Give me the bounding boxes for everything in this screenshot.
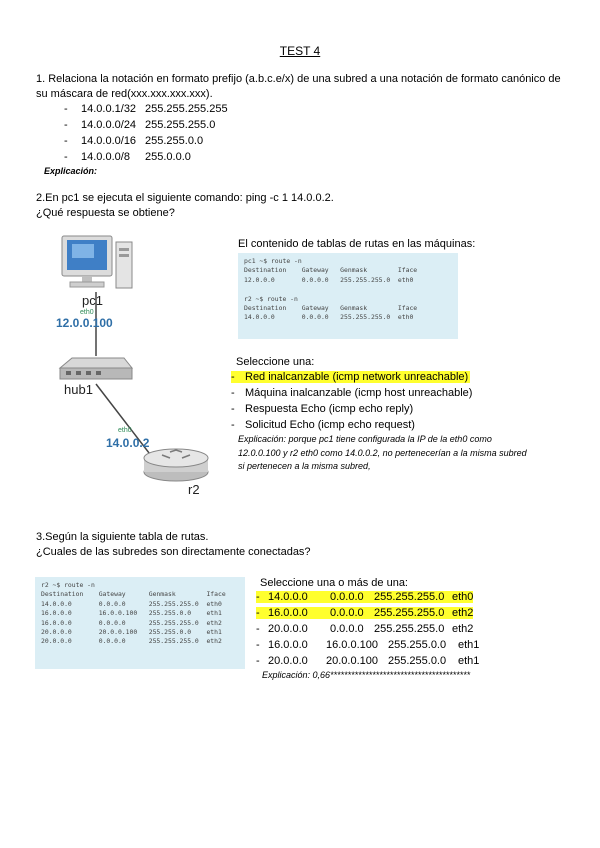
q3-option-selected[interactable]: - 16.0.0.0 0.0.0.0 255.255.255.0 eth2: [256, 607, 474, 619]
router-iface-label: eth0: [118, 427, 132, 434]
q2-explanation-line: 12.0.0.100 y r2 eth0 como 14.0.0.2, no pertenecerían a la misma subred: [238, 448, 527, 458]
question-2-line2: ¿Qué respuesta se obtiene?: [36, 207, 175, 219]
q2-option[interactable]: - Solicitud Echo (icmp echo request): [231, 419, 415, 431]
q1-item: - 14.0.0.0/24 255.255.255.0: [64, 119, 216, 131]
hub-icon: [60, 358, 132, 379]
question-1-text: 1. Relaciona la notación en formato prefijo (a.b.c.e/x) de una subred a una notación de formato canónico de su máscara de red(xxx.xxx.xxx.xxx).: [36, 73, 561, 100]
q3-explanation: Explicación: 0,66****************************************: [262, 670, 471, 680]
pc-icon: [62, 236, 132, 288]
q2-explanation-line: si pertenecen a la misma subred,: [238, 461, 371, 471]
routes-caption: El contenido de tablas de rutas en las máquinas:: [238, 238, 476, 250]
q1-explanation-label: Explicación:: [44, 166, 98, 176]
q1-item: - 14.0.0.0/16 255.255.0.0: [64, 135, 204, 147]
q3-option[interactable]: - 20.0.0.0 0.0.0.0 255.255.255.0 eth2: [256, 623, 474, 635]
question-3-line2: ¿Cuales de las subredes son directamente conectadas?: [36, 546, 311, 558]
q3-option[interactable]: - 20.0.0.0 20.0.0.100 255.255.0.0 eth1: [256, 655, 480, 667]
pc-name-label: pc1: [82, 293, 103, 308]
router-ip-label: 14.0.0.2: [106, 436, 150, 450]
q2-explanation-line: Explicación: porque pc1 tiene configurada la IP de la eth0 como: [238, 434, 492, 444]
hub-name-label: hub1: [64, 382, 93, 397]
router-name-label: r2: [188, 482, 200, 497]
q3-select-label: Seleccione una o más de una:: [260, 577, 408, 589]
pc-iface-label: eth0: [80, 309, 94, 316]
network-diagram: [36, 226, 236, 501]
q3-option[interactable]: - 16.0.0.0 16.0.0.100 255.255.0.0 eth1: [256, 639, 480, 651]
router-icon: [144, 449, 208, 481]
page-title: TEST 4: [279, 44, 321, 58]
pc-ip-label: 12.0.0.100: [56, 316, 113, 330]
q2-route-tables: pc1 ~$ route -n Destination Gateway Genmask Iface 12.0.0.0 0.0.0.0 255.255.255.0 eth0 r2 ~$ route -n Destination Gateway Genmask Iface 14.0.0.0 0.0.0.0 255.255.255.0 eth0: [238, 253, 458, 339]
q2-option[interactable]: - Respuesta Echo (icmp echo reply): [231, 403, 414, 415]
q2-option[interactable]: - Máquina inalcanzable (icmp host unreachable): [231, 387, 473, 399]
question-3-line1: 3.Según la siguiente tabla de rutas.: [36, 531, 209, 543]
q1-item: - 14.0.0.0/8 255.0.0.0: [64, 151, 191, 163]
q3-option-selected[interactable]: - 14.0.0.0 0.0.0.0 255.255.255.0 eth0: [256, 591, 474, 603]
q2-select-label: Seleccione una:: [236, 356, 315, 368]
q1-item: - 14.0.0.1/32 255.255.255.255: [64, 103, 228, 115]
q2-option-selected[interactable]: - Red inalcanzable (icmp network unreachable): [231, 371, 469, 383]
question-2-line1: 2.En pc1 se ejecuta el siguiente comando: ping -c 1 14.0.0.2.: [36, 192, 334, 204]
q3-route-table: r2 ~$ route -n Destination Gateway Genmask Iface 14.0.0.0 0.0.0.0 255.255.255.0 eth0 16.0.0.0 16.0.0.100 255.255.0.0 eth1 16.0.0.0 0.0.0.0 255.255.255.0 eth2 20.0.0.0 20.0.0.100 255.255.0.0 eth1 20.0.0.0 0.0.0.0 255.255.255.0 eth2: [35, 577, 245, 669]
